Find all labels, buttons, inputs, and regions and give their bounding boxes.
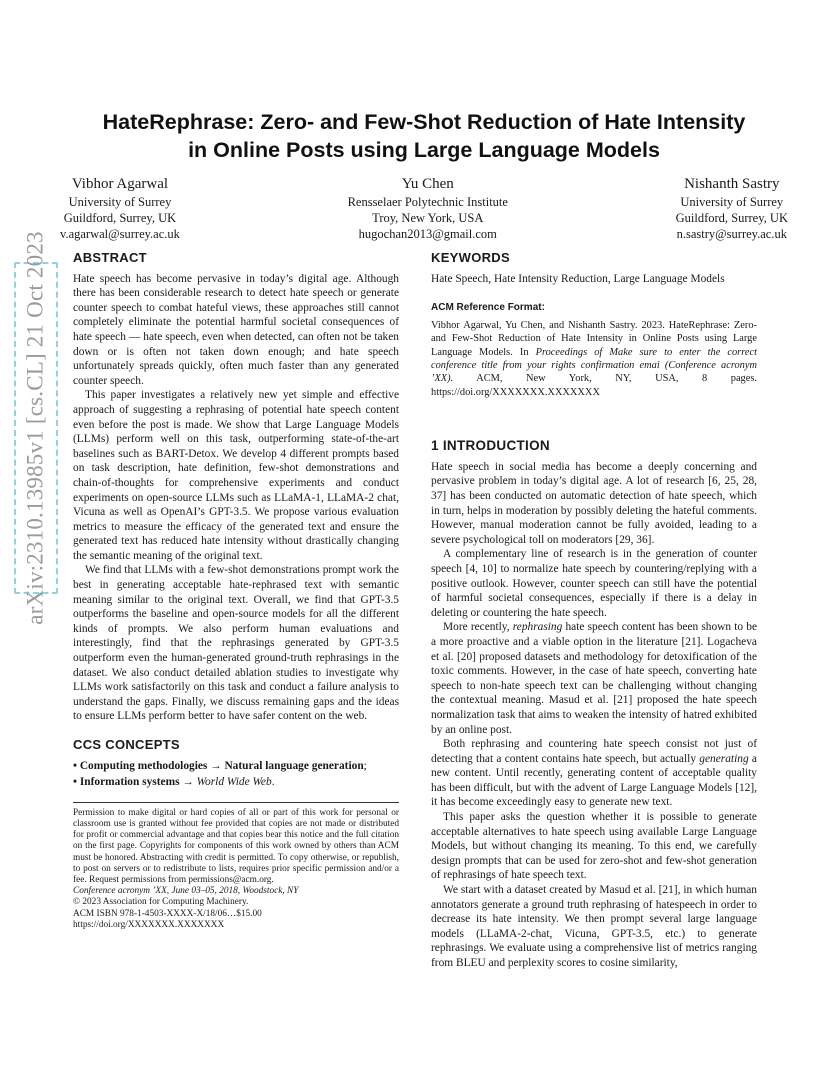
intro-p4-rest: a new content. Until recently, generating content of acceptable quality has been difficult, but with the advent of Large Language Models [12], it has become exceedingly easy to generate new text. — [431, 752, 757, 809]
ccs-arrow: → — [179, 776, 197, 789]
title-line-1: HateRephrase: Zero- and Few-Shot Reduction of Hate Intensity — [102, 110, 746, 134]
author-2 — [348, 174, 508, 242]
author-email: v.agarwal@surrey.ac.uk — [60, 227, 180, 241]
author-3 — [676, 174, 788, 242]
ccs-item-2-end: . — [271, 776, 275, 789]
author-location: Guildford, Surrey, UK — [63, 211, 177, 225]
ccs-item-1-end: ; — [363, 759, 367, 772]
doi-link[interactable]: https://doi.org/XXXXXXX.XXXXXXX — [73, 919, 225, 930]
intro-paragraph-4 — [431, 737, 757, 810]
arxiv-id: arXiv:2310.13985v1 [cs.CL] 21 Oct 2023 — [23, 231, 48, 625]
intro-p3-start: More recently, — [443, 621, 513, 634]
isbn-line: ACM ISBN 978-1-4503-XXXX-X/18/06…$15.00 — [73, 908, 262, 919]
author-name: Nishanth Sastry — [684, 176, 780, 192]
intro-paragraph-1: Hate speech in social media has become a deeply concerning and pervasive problem in today’s digital age. A lot of research [6, 25, 28, 37] has been conducted on automatic detection of hate speech, which in turn, helps in moderation by possibly deleting the hateful comments. However, manual moderation cannot be fully avoided, leading to a severe psychological toll on moderators [29, 36]. — [431, 460, 757, 546]
ccs-item-2 — [73, 775, 399, 790]
ccs-item-2-category: • Information systems — [73, 776, 180, 789]
intro-p4-start: Both rephrasing and countering hate speech consist not just of detecting that a content contains hate speech, but actually — [431, 738, 757, 765]
ccs-item-1-category: • Computing methodologies — [73, 759, 208, 772]
ccs-heading: CCS CONCEPTS — [73, 737, 180, 752]
right-column — [431, 251, 757, 971]
intro-p3-rest: hate speech content has been shown to be a more proactive and a viable option in the literature [21]. Logacheva et al. [20] proposed datasets and methodology for detoxification of the toxic comments. However, in the case of hate speech, converting hate speech to non-hate speech text can be challenging without changing the contextual meaning. Masud et al. [21] proposed the hate speech normalization task that aims to weaken the intensity of hatred exhibited by an online post. — [431, 621, 758, 736]
intro-p4-emphasis: generating — [699, 752, 749, 765]
author-name: Vibhor Agarwal — [71, 176, 169, 192]
title-line-2: in Online Posts using Large Language Models — [188, 138, 660, 162]
copyright-line: © 2023 Association for Computing Machinery. — [73, 897, 249, 908]
author-email: n.sastry@surrey.ac.uk — [676, 227, 787, 241]
acm-reference-text — [431, 319, 757, 399]
author-email: hugochan2013@gmail.com — [358, 227, 497, 241]
intro-paragraph-5: This paper asks the question whether it is possible to generate acceptable alternatives to hate speech using available Large Language Models, but without changing its meaning. To this end, we carefully design prompts that can be used for zero-shot and few-shot generation of rephrasings of hate speech text. — [431, 811, 757, 882]
left-column — [73, 251, 399, 931]
abstract-paragraph-3: We find that LLMs with a few-shot demonstrations prompt work the best in generating acceptable hate-rephrased text with semantic meaning similar to the original text. Overall, we find that GPT-3.5 outperforms the baseline and open-source models for all the different kinds of prompts. We also perform human evaluations and interestingly, find that the rephrasings generated by GPT-3.5 outperform even the human-generated ground-truth rephrasings in the dataset. We also conduct detailed ablation studies to investigate why LLMs work satisfactorily on this task and conduct a failure analysis to understand the gaps. Finally, we discuss remaining gaps and the ideas to ensure LLMs perform better to have safer content on the web. — [73, 564, 399, 723]
acm-reference-part-1: Vibhor Agarwal, Yu Chen, and Nishanth Sastry. 2023. HateRephrase: Zero- and Few-Shot Reduction of Hate Intensity in Online Posts using Large Language Models. In — [431, 319, 757, 358]
author-location: Guildford, Surrey, UK — [675, 211, 788, 225]
abstract-heading: ABSTRACT — [73, 250, 147, 265]
footnote-rule — [73, 802, 399, 803]
intro-paragraph-6: We start with a dataset created by Masud et al. [21], in which human annotators generate a ground truth rephrasing of hatespeech in order to decrease its hate intensity. We then prompt several large language models (LLaMA-2-chat, Vicuna, GPT-3.5, etc.) to generate rephrasings. We evaluate using a comprehensive list of metrics ranging from BLEU and perplexity scores to cosine similarity, — [431, 884, 757, 969]
paper-title — [60, 108, 788, 164]
intro-p3-emphasis: rephrasing — [512, 621, 563, 634]
intro-paragraph-3 — [431, 620, 757, 737]
introduction-heading: 1 INTRODUCTION — [431, 438, 550, 454]
author-name: Yu Chen — [401, 176, 454, 192]
author-1 — [60, 174, 180, 242]
ccs-arrow: → — [207, 759, 225, 772]
author-location: Troy, New York, USA — [372, 211, 484, 225]
ccs-item-2-concept: World Wide Web — [196, 776, 272, 789]
arxiv-stamp — [14, 231, 58, 625]
acm-reference-part-2: ACM, New York, NY, USA, 8 pages. https://doi.org/XXXXXXX.XXXXXXX — [431, 373, 757, 398]
permission-text: Permission to make digital or hard copies of all or part of this work for personal or classroom use is granted without fee provided that copies are not made or distributed for profit or commercial advantage and that copies bear this notice and the full citation on the first page. Copyrights for components of this work owned by others than ACM must be honored. Abstracting with credit is permitted. To copy otherwise, or republish, to post on servers or to redistribute to lists, requires prior specific permission and/or a fee. Request permissions from permissions@acm.org. — [73, 807, 399, 885]
author-affiliation: University of Surrey — [680, 195, 784, 209]
ccs-list — [73, 759, 399, 790]
acm-reference-heading: ACM Reference Format: — [431, 302, 545, 314]
abstract-paragraph-2: This paper investigates a relatively new yet simple and effective approach of suggesting a rephrasing of potential hate speech content even before the post is made. We show that Large Language Models (LLMs) perform well on this task, outperforming state-of-the-art baselines such as BART-Detox. We develop 4 different prompts based on task description, hate definition, few-shot demonstrations and chain-of-thoughts for comprehensive experiments and conduct experiments on open-source LLMs such as LLaMA-1, LLaMA-2 chat, Vicuna as well as OpenAI’s GPT-3.5. We propose various evaluation metrics to measure the efficacy of the generated text and ensure the generated text has reduced hate intensity without drastically changing the semantic meaning of the original text. — [73, 389, 399, 562]
author-affiliation: Rensselaer Polytechnic Institute — [347, 195, 508, 209]
abstract-paragraph-1: Hate speech has become pervasive in today’s digital age. Although there has been considerable research to detect hate speech or generate counter speech to combat hateful views, these approaches still cannot completely eliminate the potential harmful societal consequences of hate speech — hate speech, even when detected, can often not be taken down or is often not taken down enough; and hate speech unfortunately spreads quickly, often much faster than any generated counter speech. — [73, 272, 399, 387]
author-affiliation: University of Surrey — [68, 195, 172, 209]
conference-line: Conference acronym ’XX, June 03–05, 2018, Woodstock, NY — [73, 886, 299, 897]
intro-paragraph-2: A complementary line of research is in the generation of counter speech [4, 10] to normalize hate speech by countering/replying with a positive outlook. However, counter speech can still have the potential of harmful societal consequences, especially if there is a delay in deleting or countering the hate speech. — [431, 548, 757, 619]
author-block — [60, 174, 788, 242]
acm-reference-venue: Proceedings of Make sure to enter the correct conference title from your rights confirmation emai (Conference acronym ’XX). — [431, 346, 757, 385]
keywords-text: Hate Speech, Hate Intensity Reduction, Large Language Models — [431, 272, 725, 285]
ccs-item-1-concept: Natural language generation — [224, 759, 364, 772]
keywords-heading: KEYWORDS — [431, 250, 510, 265]
permission-block — [73, 808, 399, 931]
ccs-item-1 — [73, 759, 399, 774]
